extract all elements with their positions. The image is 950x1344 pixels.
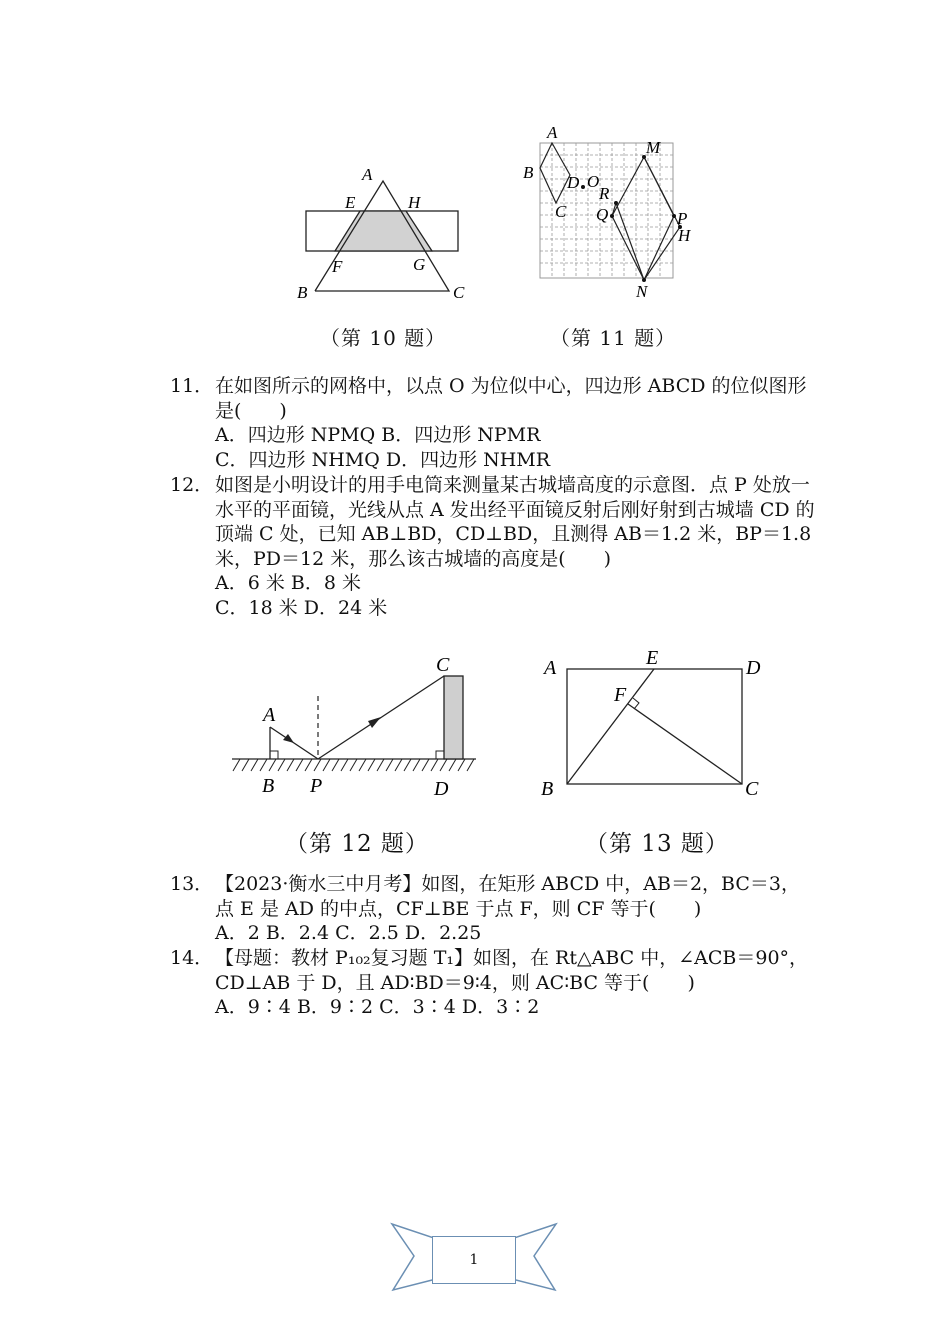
page-number: 1	[432, 1236, 516, 1284]
fig11-label-C: C	[555, 202, 567, 221]
q14-option-row-1: A．9∶4 B．9∶2 C．3∶4 D．3∶2	[215, 996, 540, 1018]
fig11-quad-inner	[616, 157, 674, 280]
fig11-label-A: A	[547, 123, 558, 142]
caption-q11: （第 11 题）	[550, 326, 677, 350]
fig10-label-G: G	[413, 255, 426, 274]
fig12-label-B: B	[262, 775, 275, 797]
caption-q12: （第 12 题）	[285, 831, 429, 857]
question-13	[170, 872, 815, 946]
q13-option-row-1: A．2 B．2.4 C．2.5 D．2.25	[215, 922, 482, 944]
fig11-label-D: D	[567, 173, 580, 192]
figure-12	[225, 650, 485, 805]
q11-option-row-2: C．四边形 NHMQ D．四边形 NHMR	[215, 448, 551, 471]
question-14	[170, 946, 815, 1020]
fig12-arrow-1	[283, 734, 294, 743]
fig11-label-Q: Q	[596, 205, 609, 224]
q11-stem: 在如图所示的网格中，以点 O 为位似中心，四边形 ABCD 的位似图形是( )	[215, 375, 807, 422]
fig11-point-Q	[610, 214, 614, 218]
fig13-label-C: C	[745, 778, 759, 800]
caption-q13: （第 13 题）	[585, 831, 729, 857]
q12-stem: 如图是小明设计的用手电筒来测量某古城墙高度的示意图．点 P 处放一水平的平面镜，光线从点 A 发出经平面镜反射后刚好射到古城墙 CD 的顶端 C 处，已知 AB⊥BD，CD⊥BD，且测得 AB＝1.2 米，BP＝1.8 米，PD＝12 米，那么该古城墙的高度是( )	[215, 474, 815, 570]
fig11-label-O: O	[587, 172, 600, 191]
fig11-point-R	[614, 201, 618, 205]
fig11-label-R: R	[599, 184, 610, 203]
fig13-label-A: A	[544, 657, 557, 679]
fig11-label-N: N	[636, 282, 648, 301]
fig13-label-E: E	[646, 647, 659, 669]
q14-number: 14．	[170, 947, 214, 969]
fig10-label-A: A	[362, 165, 373, 184]
q11-number: 11．	[170, 375, 214, 397]
fig12-label-P: P	[310, 775, 323, 797]
fig10-label-F: F	[332, 257, 343, 276]
q11-option-row-1: A．四边形 NPMQ B．四边形 NPMR	[215, 424, 541, 446]
fig13-label-D: D	[746, 657, 761, 679]
fig11-quad-ABCD	[540, 143, 570, 203]
fig12-wall-CD	[444, 676, 463, 759]
fig10-label-C: C	[453, 283, 465, 302]
fig11-point-P	[672, 214, 676, 218]
fig13-label-F: F	[614, 684, 627, 706]
fig13-segment-CF	[628, 704, 742, 784]
q12-option-row-1: A．6 米 B．8 米	[215, 572, 361, 594]
figure-10	[295, 160, 475, 305]
fig10-label-H: H	[408, 193, 421, 212]
fig12-label-C: C	[436, 654, 450, 676]
q13-stem: 【2023·衡水三中月考】如图，在矩形 ABCD 中，AB＝2，BC＝3，点 E 是 AD 的中点，CF⊥BE 于点 F，则 CF 等于( )	[215, 873, 800, 920]
fig12-right-angle-D	[436, 751, 444, 759]
question-11	[170, 374, 815, 472]
fig11-label-H: H	[678, 226, 691, 245]
fig12-label-D: D	[434, 778, 449, 800]
q12-number: 12．	[170, 474, 214, 496]
fig11-label-P: P	[677, 209, 688, 228]
fig11-label-B: B	[523, 163, 534, 182]
fig12-arrow-2	[368, 717, 381, 728]
figure-13	[535, 640, 770, 805]
q14-stem: 【母题：教材 P₁₀₂复习题 T₁】如图，在 Rt△ABC 中，∠ACB＝90°，CD⊥AB 于 D，且 AD∶BD＝9∶4，则 AC∶BC 等于( )	[215, 947, 809, 994]
fig12-ray-PC	[318, 676, 444, 759]
fig13-label-B: B	[541, 778, 554, 800]
fig12-label-A: A	[263, 704, 276, 726]
caption-q10: （第 10 题）	[320, 326, 447, 350]
fig12-ground-hatch	[233, 759, 474, 771]
q13-number: 13．	[170, 873, 214, 895]
q12-option-row-2: C．18 米 D．24 米	[215, 596, 388, 619]
question-12	[170, 473, 815, 620]
fig12-right-angle-B	[270, 751, 278, 759]
fig11-label-M: M	[646, 138, 661, 157]
fig13-rectangle-ABCD	[567, 669, 742, 784]
fig13-segment-BE	[567, 669, 654, 784]
fig10-label-E: E	[345, 193, 356, 212]
fig10-shaded-trapezoid	[335, 211, 432, 251]
fig11-point-O	[581, 185, 585, 189]
figure-11	[518, 120, 698, 305]
fig10-label-B: B	[297, 283, 308, 302]
